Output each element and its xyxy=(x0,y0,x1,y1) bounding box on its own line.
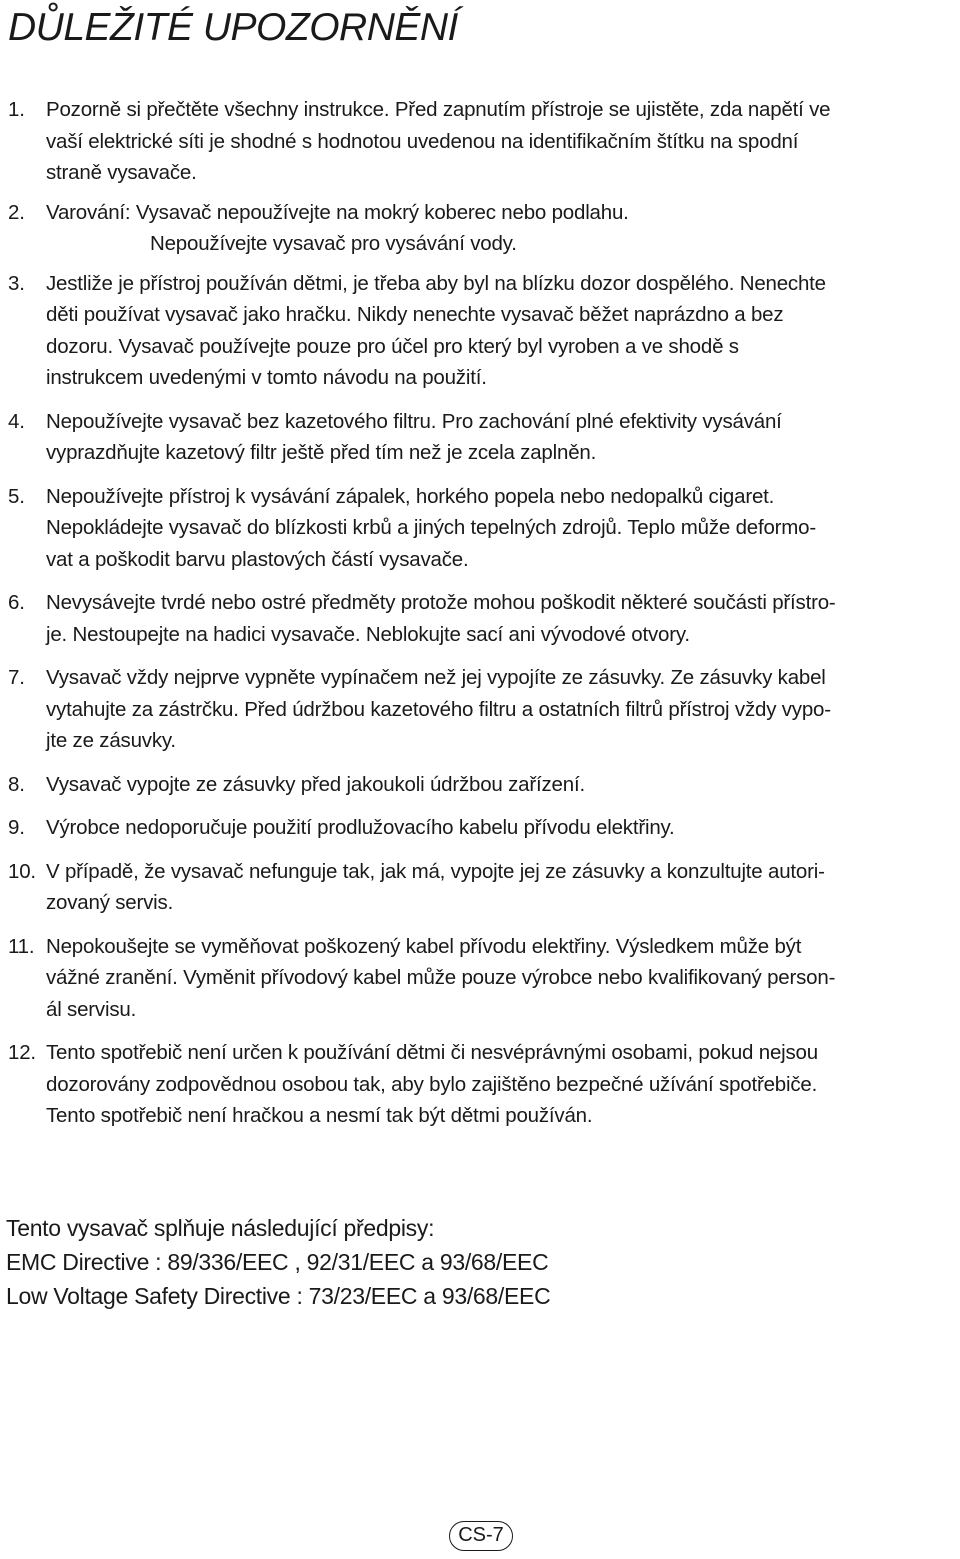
item-number: 3. xyxy=(8,271,25,295)
item-text-line: ál servisu. xyxy=(46,997,137,1021)
item-number: 6. xyxy=(8,591,25,614)
instruction-item-8 xyxy=(8,769,952,801)
item-text-line: je. Nestoupejte na hadici vysavače. Neblokujte sací ani vývodové otvory. xyxy=(46,622,690,646)
item-text-line: vytahujte za zástrčku. Před údržbou kazetového filtru a ostatních filtrů přístroj vždy vypo- xyxy=(46,697,831,721)
item-text-line: Pozorně si přečtěte všechny instrukce. Před zapnutím přístroje se ujistěte, zda napětí ve xyxy=(46,98,831,121)
item-number: 4. xyxy=(8,409,25,433)
item-text-line: V případě, že vysavač nefunguje tak, jak má, vypojte jej ze zásuvky a konzultujte autori- xyxy=(46,859,825,883)
instruction-item-11 xyxy=(8,931,952,1026)
item-number: 5. xyxy=(8,484,25,508)
item-number: 1. xyxy=(8,98,25,121)
item-number: 7. xyxy=(8,666,25,689)
item-text-line: Vysavač vždy nejprve vypněte vypínačem než jej vypojíte ze zásuvky. Ze zásuvky kabel xyxy=(46,666,826,689)
item-text-line: Varování: Vysavač nepoužívejte na mokrý koberec nebo podlahu. xyxy=(46,200,629,224)
instruction-item-5 xyxy=(8,481,952,576)
instruction-item-10 xyxy=(8,856,952,919)
item-text-line: Výrobce nedoporučuje použití prodlužovacího kabelu přívodu elektřiny. xyxy=(46,816,675,839)
item-text-line: zovaný servis. xyxy=(46,891,174,914)
item-text-line: Nevysávejte tvrdé nebo ostré předměty protože mohou poškodit některé součásti přístro- xyxy=(46,591,836,614)
page-title: DŮLEŽITÉ UPOZORNĚNÍ xyxy=(8,6,458,49)
item-text-line: straně vysavače. xyxy=(46,161,197,184)
item-text-line: Nepoužívejte vysavač pro vysávání vody. xyxy=(150,232,517,255)
item-text-line: vaší elektrické síti je shodné s hodnotou uvedenou na identifikačním štítku na spodní xyxy=(46,129,799,153)
instruction-item-9 xyxy=(8,812,952,844)
item-text-line: Nepokládejte vysavač do blízkosti krbů a jiných tepelných zdrojů. Teplo může deformo- xyxy=(46,516,816,539)
item-text-line: Tento spotřebič není určen k používání dětmi či nesvéprávnými osobami, pokud nejsou xyxy=(46,1041,818,1064)
instruction-item-6 xyxy=(8,587,952,650)
compliance-statement xyxy=(6,1211,550,1313)
item-text-line: vat a poškodit barvu plastových částí vysavače. xyxy=(46,547,469,571)
instruction-item-4 xyxy=(8,406,952,469)
item-text-line: vyprazdňujte kazetový filtr ještě před tím než je zcela zaplněn. xyxy=(46,441,597,464)
item-text-line: instrukcem uvedenými v tomto návodu na použití. xyxy=(46,366,487,389)
instruction-item-1 xyxy=(8,94,952,189)
item-text-line: Jestliže je přístroj používán dětmi, je třeba aby byl na blízku dozor dospělého. Nenechte xyxy=(46,271,826,295)
page-number-badge: CS-7 xyxy=(449,1521,513,1551)
item-number: 9. xyxy=(8,816,25,839)
item-text-line: vážné zranění. Vyměnit přívodový kabel může pouze výrobce nebo kvalifikovaný person- xyxy=(46,966,836,989)
item-number: 11. xyxy=(8,934,35,958)
low-voltage-directive: Low Voltage Safety Directive : 73/23/EEC a 93/68/EEC xyxy=(6,1283,551,1309)
instruction-item-12 xyxy=(8,1037,952,1132)
emc-directive: EMC Directive : 89/336/EEC , 92/31/EEC a 93/68/EEC xyxy=(6,1249,549,1275)
item-number: 8. xyxy=(8,772,25,796)
item-text-line: dozoru. Vysavač používejte pouze pro účel pro který byl vyroben a ve shodě s xyxy=(46,334,739,358)
instruction-list xyxy=(8,94,952,1144)
instruction-item-3 xyxy=(8,268,952,394)
item-text-line: Tento spotřebič není hračkou a nesmí tak být dětmi používán. xyxy=(46,1104,593,1127)
item-text-line: Nepoužívejte vysavač bez kazetového filtru. Pro zachování plné efektivity vysávání xyxy=(46,409,782,433)
instruction-item-7 xyxy=(8,662,952,757)
item-number: 10. xyxy=(8,859,36,883)
item-text-line: Nepokoušejte se vyměňovat poškozený kabel přívodu elektřiny. Výsledkem může být xyxy=(46,934,802,958)
item-text-line: děti používat vysavač jako hračku. Nikdy nenechte vysavač běžet naprázdno a bez xyxy=(46,303,784,326)
compliance-intro: Tento vysavač splňuje následující předpisy: xyxy=(6,1215,435,1241)
item-number: 12. xyxy=(8,1041,36,1064)
item-text-line: Nepoužívejte přístroj k vysávání zápalek, horkého popela nebo nedopalků cigaret. xyxy=(46,484,775,508)
item-text-line: Vysavač vypojte ze zásuvky před jakoukoli údržbou zařízení. xyxy=(46,772,585,796)
instruction-item-2 xyxy=(8,197,952,260)
item-text-line: jte ze zásuvky. xyxy=(46,729,176,752)
item-text-line: dozorovány zodpovědnou osobou tak, aby bylo zajištěno bezpečné užívání spotřebiče. xyxy=(46,1072,818,1096)
item-number: 2. xyxy=(8,200,25,224)
